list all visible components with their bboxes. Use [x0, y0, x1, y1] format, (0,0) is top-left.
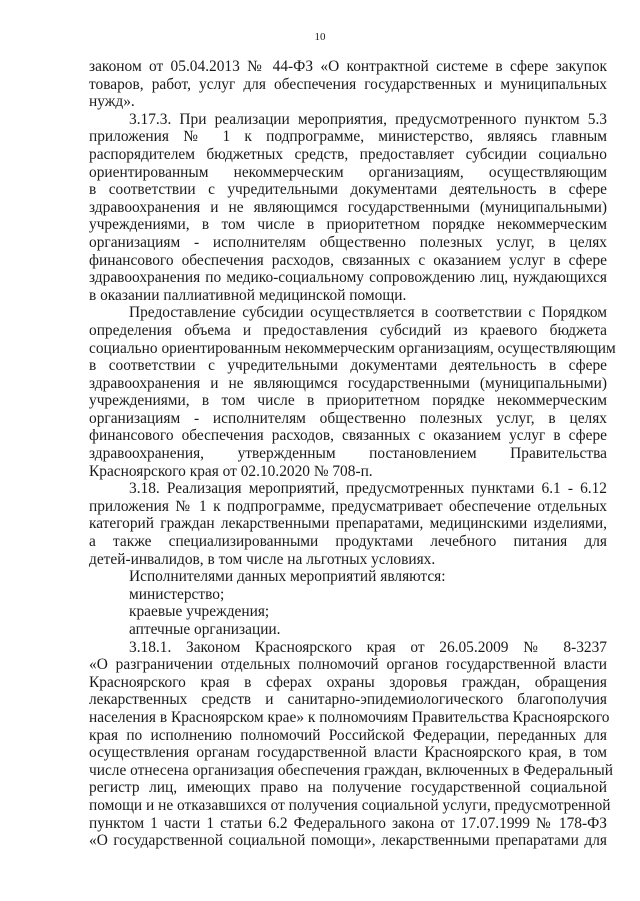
text-line: Исполнителями данных мероприятий являются:	[129, 568, 446, 586]
text-line: края по исполнению полномочий Российской Федерации, переданных для	[89, 726, 607, 744]
text-line: 3.18.1. Законом Красноярского края от 26.05.2009 № 8-3237	[129, 638, 607, 656]
text-line: учреждениями, в том числе в приоритетном порядке некоммерческим	[89, 216, 607, 234]
text-line: законом от 05.04.2013 № 44-ФЗ «О контрактной системе в сфере закупок	[89, 58, 607, 75]
paragraph-executors	[89, 568, 607, 586]
text-line: Предоставление субсидии осуществляется в соответствии с Порядком	[129, 304, 607, 322]
executors-list	[89, 586, 607, 639]
paragraph-subsidy-procedure	[89, 304, 616, 480]
text-line: лекарственных средств и санитарно-эпидемиологического благополучия	[89, 691, 607, 709]
text-line: «О разграничении отдельных полномочий органов государственной власти	[89, 656, 607, 674]
text-line: приложения № 1 к подпрограмме, предусматривает обеспечение отдельных	[89, 497, 607, 515]
text-line: «О государственной социальной помощи», лекарственными препаратами для	[89, 832, 607, 850]
text-line: учреждениями, в том числе в приоритетном порядке некоммерческим	[89, 392, 607, 410]
text-line: финансового обеспечения расходов, связанных с оказанием услуг в сфере	[89, 427, 607, 445]
text-line: регистр лиц, имеющих право на получение государственной социальной	[89, 779, 607, 797]
text-line: финансового обеспечения расходов, связанных с оказанием услуг в сфере	[89, 251, 607, 269]
text-line: категорий граждан лекарственными препаратами, медицинскими изделиями,	[89, 515, 607, 533]
text-line: нужд».	[89, 93, 135, 111]
text-line: Красноярского края в сферах охраны здоровья граждан, обращения	[89, 673, 607, 691]
text-line: 3.17.3. При реализации мероприятия, предусмотренного пунктом 5.3	[129, 110, 607, 128]
text-line: здравоохранения по медико-социальному сопровождению лиц, нуждающихся	[89, 269, 607, 287]
text-line: в оказании паллиативной медицинской помощи.	[89, 286, 407, 304]
list-item: аптечные организации.	[129, 621, 281, 638]
document-body	[89, 58, 616, 850]
text-line: социально ориентированным некоммерческим организациям, осуществляющим	[89, 339, 616, 357]
text-line: детей-инвалидов, в том числе на льготных условиях.	[89, 550, 436, 568]
text-line: а также специализированными продуктами лечебного питания для	[89, 533, 607, 551]
text-line: числе отнесена организация обеспечения граждан, включенных в Федеральный	[89, 761, 614, 779]
paragraph-3-17-3	[89, 111, 607, 305]
text-line: помощи и не отказавшихся от получения социальной услуги, предусмотренной	[89, 796, 611, 814]
text-line: 3.18. Реализация мероприятий, предусмотренных пунктами 6.1 - 6.12	[129, 480, 607, 498]
text-line: здравоохранения и не являющимся государственными (муниципальными)	[89, 374, 607, 392]
paragraph-3-18-1	[89, 638, 614, 850]
paragraph-3-18	[89, 480, 607, 568]
paragraph-continuation	[89, 58, 607, 111]
list-item: краевые учреждения;	[129, 603, 270, 621]
text-line: приложения № 1 к подпрограмме, министерство, являясь главным	[89, 128, 607, 146]
text-line: здравоохранения, утвержденным постановлением Правительства	[89, 445, 607, 463]
text-line: определения объема и предоставления субсидий из краевого бюджета	[89, 321, 607, 339]
page-number: 10	[314, 31, 326, 43]
text-line: пунктом 1 части 1 статьи 6.2 Федерального закона от 17.07.1999 № 178-ФЗ	[89, 814, 607, 832]
list-item: министерство;	[129, 585, 225, 603]
text-line: в соответствии с учредительными документами деятельность в сфере	[89, 357, 607, 375]
text-line: распорядителем бюджетных средств, предоставляет субсидии социально	[89, 145, 607, 163]
text-line: в соответствии с учредительными документами деятельность в сфере	[89, 181, 607, 199]
text-line: ориентированным некоммерческим организациям, осуществляющим	[89, 163, 607, 181]
text-line: осуществления органам государственной власти Красноярского края, в том	[89, 744, 607, 762]
text-line: здравоохранения и не являющимся государственными (муниципальными)	[89, 198, 607, 216]
text-line: Красноярского края от 02.10.2020 № 708-п.	[89, 462, 373, 480]
text-line: организациям - исполнителям общественно полезных услуг, в целях	[89, 409, 607, 427]
text-line: товаров, работ, услуг для обеспечения государственных и муниципальных	[89, 75, 607, 93]
text-line: населения в Красноярском крае» к полномочиям Правительства Красноярского	[89, 708, 610, 726]
text-line: организациям - исполнителям общественно полезных услуг, в целях	[89, 233, 607, 251]
